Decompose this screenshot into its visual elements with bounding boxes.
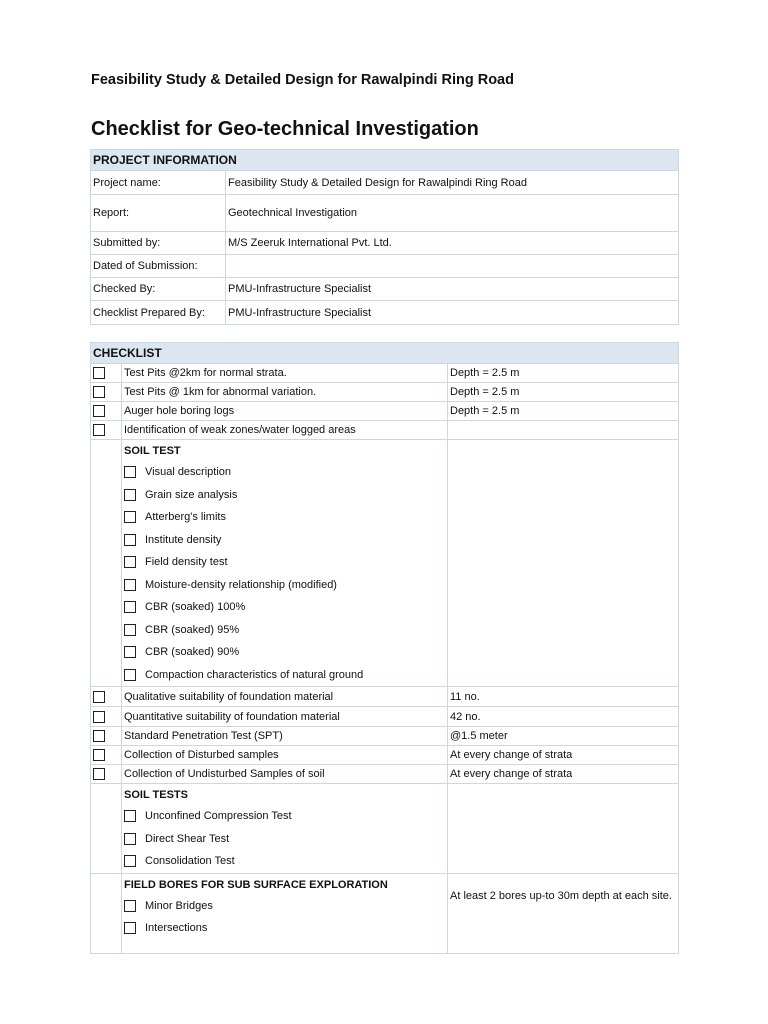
info-value: Geotechnical Investigation	[226, 195, 679, 232]
checklist-item: Qualitative suitability of foundation material	[122, 687, 448, 707]
list-item	[124, 596, 445, 619]
info-label: Report:	[91, 195, 226, 232]
list-item	[124, 506, 445, 529]
checkbox[interactable]	[93, 691, 105, 703]
checklist-item: Collection of Disturbed samples	[122, 746, 448, 765]
list-item	[124, 641, 445, 664]
sub-item-label: Unconfined Compression Test	[145, 810, 292, 823]
table-row	[91, 278, 679, 301]
checkbox[interactable]	[124, 646, 136, 658]
sub-item-label: Institute density	[145, 533, 222, 546]
checkbox[interactable]	[93, 711, 105, 723]
checkbox[interactable]	[93, 768, 105, 780]
list-item	[124, 850, 445, 873]
checkbox[interactable]	[93, 730, 105, 742]
checklist-item: Auger hole boring logs	[122, 402, 448, 421]
info-label: Submitted by:	[91, 232, 226, 255]
sub-item-label: CBR (soaked) 100%	[145, 601, 246, 614]
checklist-item: Collection of Undisturbed Samples of soil	[122, 765, 448, 784]
info-value: PMU-Infrastructure Specialist	[226, 278, 679, 301]
checklist-value: Depth = 2.5 m	[448, 383, 679, 402]
sub-item-label: Compaction characteristics of natural ground	[145, 668, 364, 681]
table-row	[91, 255, 679, 278]
table-row	[91, 383, 679, 402]
list-item	[124, 619, 445, 642]
page-title: Checklist for Geo-technical Investigation	[91, 118, 479, 140]
checklist-item: Test Pits @2km for normal strata.	[122, 364, 448, 383]
sub-item-label: CBR (soaked) 90%	[145, 646, 240, 659]
list-item	[124, 917, 445, 940]
list-item	[124, 664, 445, 687]
info-value: Feasibility Study & Detailed Design for Rawalpindi Ring Road	[226, 171, 679, 195]
sub-item-label: Visual description	[145, 466, 232, 479]
field-bores-title: FIELD BORES FOR SUB SURFACE EXPLORATION	[124, 878, 388, 891]
list-item	[124, 805, 445, 828]
checkbox[interactable]	[124, 511, 136, 523]
info-value: PMU-Infrastructure Specialist	[226, 301, 679, 325]
soil-test-title: SOIL TEST	[124, 445, 181, 457]
checklist-value: Depth = 2.5 m	[448, 402, 679, 421]
checklist-item: Identification of weak zones/water logged areas	[122, 421, 448, 440]
checkbox[interactable]	[124, 466, 136, 478]
table-row	[91, 171, 679, 195]
sub-item-label: Grain size analysis	[145, 488, 238, 501]
checklist-value: Depth = 2.5 m	[448, 364, 679, 383]
checkbox[interactable]	[93, 424, 105, 436]
project-info-heading: PROJECT INFORMATION	[91, 150, 679, 171]
checklist-value: At every change of strata	[448, 746, 679, 765]
sub-item-label: Atterberg's limits	[145, 511, 226, 524]
table-row	[91, 402, 679, 421]
sub-item-label: Direct Shear Test	[145, 832, 230, 845]
checkbox[interactable]	[124, 855, 136, 867]
sub-item-label: Moisture-density relationship (modified)	[145, 578, 337, 591]
list-item	[124, 529, 445, 552]
checkbox[interactable]	[93, 386, 105, 398]
checklist-item: Test Pits @ 1km for abnormal variation.	[122, 383, 448, 402]
project-info-table	[90, 149, 679, 325]
info-value	[226, 255, 679, 278]
sub-item-label: Field density test	[145, 556, 228, 569]
info-label: Dated of Submission:	[91, 255, 226, 278]
table-row	[91, 364, 679, 383]
sub-item-label: Consolidation Test	[145, 855, 235, 868]
table-row	[91, 301, 679, 325]
checkbox[interactable]	[93, 405, 105, 417]
info-label: Checklist Prepared By:	[91, 301, 226, 325]
soil-tests-group	[91, 784, 679, 874]
checklist-item: Quantitative suitability of foundation material	[122, 707, 448, 727]
table-row	[91, 746, 679, 765]
checkbox[interactable]	[124, 900, 136, 912]
list-item	[124, 574, 445, 597]
checklist-heading: CHECKLIST	[91, 343, 679, 364]
list-item	[124, 828, 445, 851]
checkbox[interactable]	[93, 749, 105, 761]
list-item	[124, 895, 445, 918]
checkbox[interactable]	[124, 922, 136, 934]
sub-item-label: Minor Bridges	[145, 899, 213, 912]
checkbox[interactable]	[124, 489, 136, 501]
checkbox[interactable]	[124, 579, 136, 591]
checklist-value: 42 no.	[448, 707, 679, 727]
checklist-table	[90, 342, 679, 954]
soil-tests-title: SOIL TESTS	[124, 789, 188, 801]
soil-test-group	[91, 440, 679, 687]
checkbox[interactable]	[124, 810, 136, 822]
checkbox[interactable]	[124, 669, 136, 681]
checklist-item: Standard Penetration Test (SPT)	[122, 727, 448, 746]
table-row	[91, 195, 679, 232]
checklist-value	[448, 421, 679, 440]
checkbox[interactable]	[93, 367, 105, 379]
checkbox[interactable]	[124, 624, 136, 636]
info-label: Project name:	[91, 171, 226, 195]
sub-item-label: Intersections	[145, 922, 208, 935]
table-row	[91, 765, 679, 784]
field-bores-value: At least 2 bores up-to 30m depth at each site.	[448, 873, 679, 953]
checklist-value: 11 no.	[448, 687, 679, 707]
checkbox[interactable]	[124, 833, 136, 845]
table-row	[91, 687, 679, 707]
table-row	[91, 421, 679, 440]
checklist-value: At every change of strata	[448, 765, 679, 784]
field-bores-group	[91, 873, 679, 953]
sub-item-label: CBR (soaked) 95%	[145, 623, 240, 636]
checkbox[interactable]	[124, 601, 136, 613]
info-label: Checked By:	[91, 278, 226, 301]
info-value: M/S Zeeruk International Pvt. Ltd.	[226, 232, 679, 255]
table-row	[91, 727, 679, 746]
table-row	[91, 707, 679, 727]
list-item	[124, 551, 445, 574]
table-row	[91, 232, 679, 255]
list-item	[124, 461, 445, 484]
project-line: Feasibility Study & Detailed Design for Rawalpindi Ring Road	[91, 72, 514, 88]
checkbox[interactable]	[124, 534, 136, 546]
list-item	[124, 484, 445, 507]
checkbox[interactable]	[124, 556, 136, 568]
checklist-value: @1.5 meter	[448, 727, 679, 746]
